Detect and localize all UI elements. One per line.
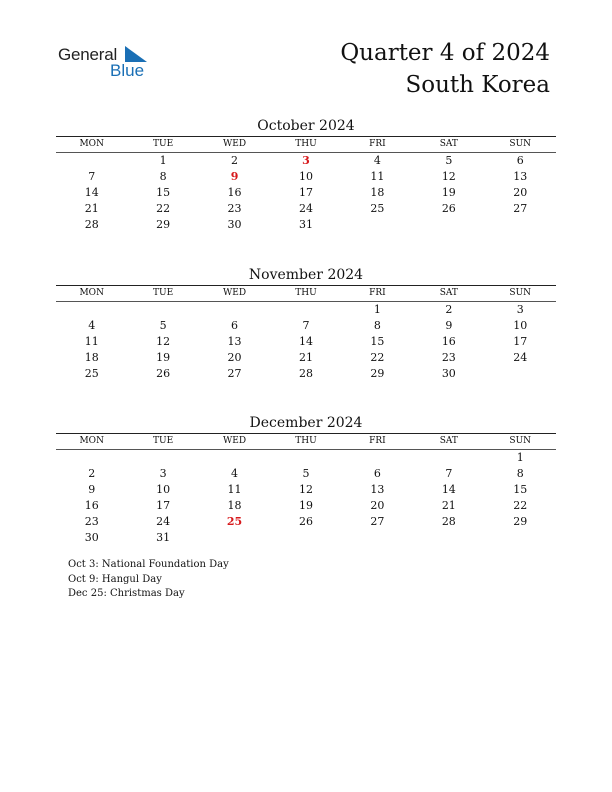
country-title: South Korea: [405, 72, 550, 98]
month-december: [56, 413, 556, 546]
week-row: [56, 185, 556, 201]
day-cell: 31: [156, 531, 171, 544]
day-cell: [270, 302, 341, 318]
weeks-grid: [56, 153, 556, 233]
month-title: November 2024: [248, 267, 364, 283]
day-cell: 22: [156, 202, 171, 215]
day-cell: [485, 366, 556, 382]
generalblue-logo: [58, 42, 158, 82]
weekday-label: TUE: [153, 436, 174, 446]
day-cell: 10: [298, 170, 313, 183]
holiday-note: Dec 25: Christmas Day: [68, 588, 185, 599]
day-cell: 9: [88, 483, 96, 496]
day-cell: 16: [441, 335, 456, 348]
weekday-label: SUN: [509, 139, 532, 149]
weekday-label: WED: [223, 436, 247, 446]
day-cell: 5: [159, 319, 167, 332]
day-cell: 18: [370, 186, 385, 199]
day-cell: 14: [441, 483, 456, 496]
day-cell: 5: [445, 154, 453, 167]
weekday-label: SAT: [439, 436, 458, 446]
day-cell: [413, 217, 484, 233]
holiday-notes: [68, 558, 229, 602]
week-row: [56, 350, 556, 366]
day-cell: 16: [84, 499, 99, 512]
day-cell: 28: [298, 367, 313, 380]
day-cell: 21: [298, 351, 313, 364]
day-cell: 24: [298, 202, 313, 215]
holiday-note: Oct 3: National Foundation Day: [68, 559, 229, 570]
day-cell: 12: [298, 483, 313, 496]
day-cell: 8: [516, 467, 524, 480]
holiday-day-cell: 25: [226, 515, 243, 528]
day-cell: [485, 217, 556, 233]
weekday-label: SAT: [439, 139, 458, 149]
month-october: [56, 116, 556, 233]
weekday-label: WED: [223, 288, 247, 298]
week-row: [56, 318, 556, 334]
day-cell: [342, 450, 413, 466]
weeks-grid: [56, 302, 556, 382]
day-cell: 26: [298, 515, 313, 528]
day-cell: 27: [370, 515, 385, 528]
week-row: [56, 169, 556, 185]
weekday-label: TUE: [153, 139, 174, 149]
weekday-label: THU: [295, 436, 317, 446]
logo-text-general: General: [58, 45, 118, 64]
week-row: [56, 514, 556, 530]
day-cell: 8: [159, 170, 167, 183]
day-cell: 12: [156, 335, 171, 348]
day-cell: 25: [370, 202, 385, 215]
day-cell: [270, 450, 341, 466]
day-cell: 22: [370, 351, 385, 364]
day-cell: 29: [513, 515, 528, 528]
day-cell: 29: [370, 367, 385, 380]
day-cell: [342, 217, 413, 233]
day-cell: 28: [84, 218, 99, 231]
week-row: [56, 302, 556, 318]
day-cell: [342, 530, 413, 546]
weekday-label: SUN: [509, 436, 532, 446]
day-cell: 7: [302, 319, 310, 332]
day-cell: 26: [156, 367, 171, 380]
day-cell: [413, 450, 484, 466]
day-cell: 13: [370, 483, 385, 496]
day-cell: 30: [441, 367, 456, 380]
month-title: December 2024: [249, 415, 363, 431]
day-cell: 4: [373, 154, 381, 167]
weekday-label: MON: [79, 139, 104, 149]
day-cell: 27: [227, 367, 242, 380]
logo-text-blue: Blue: [110, 61, 145, 80]
day-cell: 30: [227, 218, 242, 231]
day-cell: 16: [227, 186, 242, 199]
day-cell: 21: [441, 499, 456, 512]
day-cell: 4: [88, 319, 96, 332]
day-cell: 15: [513, 483, 528, 496]
day-cell: 13: [227, 335, 242, 348]
holiday-day-cell: 3: [302, 154, 310, 167]
weekday-label: FRI: [369, 288, 386, 298]
day-cell: 10: [156, 483, 171, 496]
day-cell: 2: [231, 154, 239, 167]
day-cell: [485, 530, 556, 546]
weekday-label: TUE: [153, 288, 174, 298]
week-row: [56, 530, 556, 546]
day-cell: 27: [513, 202, 528, 215]
day-cell: 6: [231, 319, 239, 332]
weekday-label: MON: [79, 436, 104, 446]
day-cell: [127, 302, 198, 318]
day-cell: 23: [441, 351, 456, 364]
day-cell: 31: [298, 218, 313, 231]
day-cell: 21: [84, 202, 99, 215]
day-cell: 6: [373, 467, 381, 480]
day-cell: [270, 530, 341, 546]
weekday-label: MON: [79, 288, 104, 298]
weekday-label: SAT: [439, 288, 458, 298]
day-cell: [56, 153, 127, 169]
day-cell: 7: [445, 467, 453, 480]
day-cell: 13: [513, 170, 528, 183]
day-cell: 14: [298, 335, 313, 348]
weekday-label: THU: [295, 288, 317, 298]
day-cell: 22: [513, 499, 528, 512]
day-cell: 24: [156, 515, 171, 528]
day-cell: 6: [516, 154, 524, 167]
day-cell: [56, 302, 127, 318]
week-row: [56, 466, 556, 482]
day-cell: 15: [370, 335, 385, 348]
day-cell: 8: [373, 319, 381, 332]
week-row: [56, 217, 556, 233]
week-row: [56, 482, 556, 498]
day-cell: 19: [298, 499, 313, 512]
week-row: [56, 201, 556, 217]
day-cell: 20: [370, 499, 385, 512]
day-cell: 11: [84, 335, 99, 348]
day-cell: [127, 450, 198, 466]
day-cell: 17: [298, 186, 313, 199]
day-cell: 23: [84, 515, 99, 528]
day-cell: [56, 450, 127, 466]
day-cell: 30: [84, 531, 99, 544]
day-cell: 3: [516, 303, 524, 316]
week-row: [56, 366, 556, 382]
day-cell: 7: [88, 170, 96, 183]
month-november: [56, 265, 556, 382]
weekday-header-row: [56, 434, 556, 448]
day-cell: 20: [513, 186, 528, 199]
weekday-header-row: [56, 137, 556, 151]
week-row: [56, 334, 556, 350]
day-cell: 20: [227, 351, 242, 364]
day-cell: 25: [84, 367, 99, 380]
day-cell: 26: [441, 202, 456, 215]
day-cell: 17: [156, 499, 171, 512]
day-cell: [199, 530, 270, 546]
day-cell: 15: [156, 186, 171, 199]
page-title: [340, 37, 550, 101]
month-title: October 2024: [257, 118, 355, 134]
weekday-label: FRI: [369, 139, 386, 149]
day-cell: 12: [441, 170, 456, 183]
day-cell: 19: [441, 186, 456, 199]
day-cell: [413, 530, 484, 546]
weekday-header-row: [56, 286, 556, 300]
day-cell: 3: [159, 467, 167, 480]
weekday-label: SUN: [509, 288, 532, 298]
quarter-title: Quarter 4 of 2024: [340, 40, 550, 66]
week-row: [56, 450, 556, 466]
weeks-grid: [56, 450, 556, 546]
day-cell: 18: [84, 351, 99, 364]
day-cell: 5: [302, 467, 310, 480]
day-cell: 28: [441, 515, 456, 528]
week-row: [56, 498, 556, 514]
weekday-label: FRI: [369, 436, 386, 446]
day-cell: 29: [156, 218, 171, 231]
day-cell: 9: [445, 319, 453, 332]
day-cell: 2: [445, 303, 453, 316]
day-cell: 14: [84, 186, 99, 199]
day-cell: 19: [156, 351, 171, 364]
day-cell: 4: [231, 467, 239, 480]
weekday-label: THU: [295, 139, 317, 149]
day-cell: 1: [159, 154, 167, 167]
holiday-note: Oct 9: Hangul Day: [68, 573, 162, 585]
day-cell: 1: [373, 303, 381, 316]
day-cell: 11: [227, 483, 242, 496]
holiday-day-cell: 9: [230, 170, 239, 183]
day-cell: [199, 302, 270, 318]
week-row: [56, 153, 556, 169]
day-cell: 23: [227, 202, 242, 215]
weekday-label: WED: [223, 139, 247, 149]
day-cell: 24: [513, 351, 528, 364]
day-cell: 11: [370, 170, 385, 183]
day-cell: 17: [513, 335, 528, 348]
day-cell: 2: [88, 467, 96, 480]
day-cell: 1: [516, 451, 524, 464]
day-cell: 18: [227, 499, 242, 512]
day-cell: [199, 450, 270, 466]
day-cell: 10: [513, 319, 528, 332]
logo-triangle-icon: [125, 46, 147, 62]
